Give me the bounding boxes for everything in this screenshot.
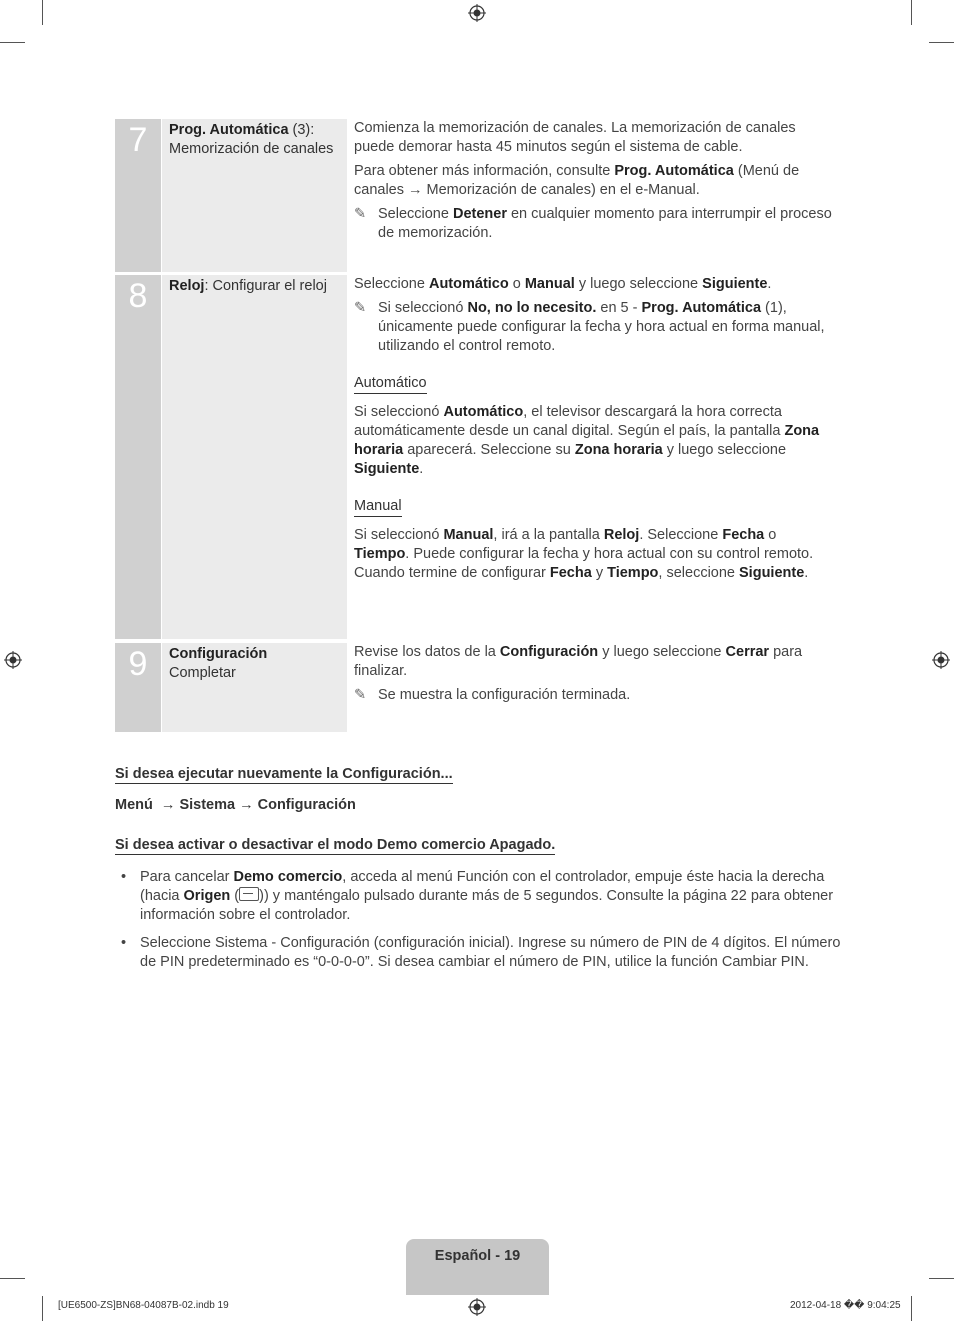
step-title (162, 119, 347, 161)
menu-path: Menú → Sistema → Configuración (115, 797, 356, 813)
step-description (354, 119, 834, 248)
text-bold: Origen (183, 888, 231, 904)
note-text: Se muestra la configuración terminada. (378, 687, 631, 703)
note-text: Si seleccionó No, no lo necesito. en 5 - Prog. Automática (1), únicamente puede configurar la fecha y hora actual en forma manual, utilizando el control remoto. (378, 300, 825, 354)
text-span: Para cancelar (140, 869, 234, 885)
step-number-cell (115, 119, 161, 272)
note-text: Seleccione Detener en cualquier momento para interrumpir el proceso de memorización. (378, 206, 832, 241)
subheading-automatico: Automático (354, 374, 427, 394)
text-span: , acceda al menú Función con el controlador, empuje éste hacia la derecha (hacia (140, 869, 825, 904)
step-title-bold: Configuración (169, 646, 268, 662)
section-heading-rerun-setup: Si desea ejecutar nuevamente la Configuración... (115, 766, 453, 782)
registration-mark-icon (468, 4, 486, 22)
step-title-rest: : Configurar el reloj (204, 278, 327, 294)
text-span: ( (230, 888, 240, 904)
crop-mark (911, 1296, 912, 1321)
step-title-rest: (3): Memorización de canales (169, 122, 334, 157)
step-note (354, 299, 834, 356)
step-paragraph: Comienza la memorización de canales. La memorización de canales puede demorar hasta 45 minutos según el sistema de cable. (354, 120, 796, 155)
text-bold: Demo comercio (233, 869, 343, 885)
step-row-7 (115, 119, 847, 272)
step-row-9 (115, 643, 847, 732)
bullet-icon: • (121, 935, 127, 951)
step-title (162, 275, 347, 298)
print-timestamp: 2012-04-18 �� 9:04:25 (790, 1300, 901, 1311)
step-paragraph: Para obtener más información, consulte Prog. Automática (Menú de canales → Memorización de canales) en el e-Manual. (354, 163, 800, 198)
step-title-cell (162, 119, 347, 272)
crop-mark (929, 42, 954, 43)
pencil-note-icon: ✎ (354, 300, 367, 316)
step-description (354, 643, 834, 710)
step-title-bold: Reloj (169, 278, 205, 294)
registration-mark-icon (932, 651, 950, 669)
subheading-manual: Manual (354, 497, 402, 517)
step-title (162, 643, 347, 685)
text-span: Seleccione Sistema - Configuración (configuración inicial). Ingrese su número de PIN de 4 dígitos. El número de PIN predeterminado es “0-0-0-0”. Si desea cambiar el número de PIN, utilice la función Cambiar PIN. (140, 935, 841, 970)
step-paragraph: Si seleccionó Automático, el televisor descargará la hora correcta automáticamente desde un canal digital. Según el país, la pantalla Zona horaria aparecerá. Seleccione su Zona horaria y luego seleccione Siguiente. (354, 404, 820, 477)
text-span: )) y manténgalo pulsado durante más de 5 segundos. Consulte la página 22 para obtener información sobre el controlador. (140, 888, 834, 923)
step-number: 7 (128, 121, 148, 159)
page-number-tab (406, 1239, 549, 1295)
section-heading-demo-mode: Si desea activar o desactivar el modo Demo comercio Apagado. (115, 837, 556, 853)
step-title-rest: Completar (169, 665, 236, 681)
step-title-cell (162, 643, 347, 732)
source-input-icon (239, 887, 259, 901)
step-paragraph: Seleccione Automático o Manual y luego seleccione Siguiente. (354, 276, 772, 292)
crop-mark (0, 42, 25, 43)
step-paragraph: Revise los datos de la Configuración y luego seleccione Cerrar para finalizar. (354, 644, 803, 679)
step-row-8 (115, 275, 847, 639)
step-note (354, 205, 834, 243)
step-number-cell (115, 275, 161, 639)
step-description (354, 275, 834, 588)
crop-mark (42, 1296, 43, 1321)
registration-mark-icon (4, 651, 22, 669)
step-paragraph: Si seleccionó Manual, irá a la pantalla Reloj. Seleccione Fecha o Tiempo. Puede configurar la fecha y hora actual con su control remoto. Cuando termine de configurar Fecha y Tiempo, seleccione Siguiente. (354, 527, 814, 581)
crop-mark (911, 0, 912, 25)
step-note (354, 686, 834, 705)
bullet-list (115, 868, 843, 981)
pencil-note-icon: ✎ (354, 206, 367, 222)
step-number: 9 (128, 645, 148, 683)
list-item (115, 934, 843, 972)
step-title-cell (162, 275, 347, 639)
crop-mark (929, 1278, 954, 1279)
pencil-note-icon: ✎ (354, 687, 367, 703)
crop-mark (42, 0, 43, 25)
crop-mark (0, 1278, 25, 1279)
page-number: Español - 19 (434, 1248, 521, 1264)
step-number: 8 (128, 277, 148, 315)
list-item (115, 868, 843, 925)
step-title-bold: Prog. Automática (169, 122, 289, 138)
registration-mark-icon (468, 1298, 486, 1316)
print-file-info: [UE6500-ZS]BN68-04087B-02.indb 19 (58, 1300, 229, 1311)
step-number-cell (115, 643, 161, 732)
bullet-icon: • (121, 869, 127, 885)
